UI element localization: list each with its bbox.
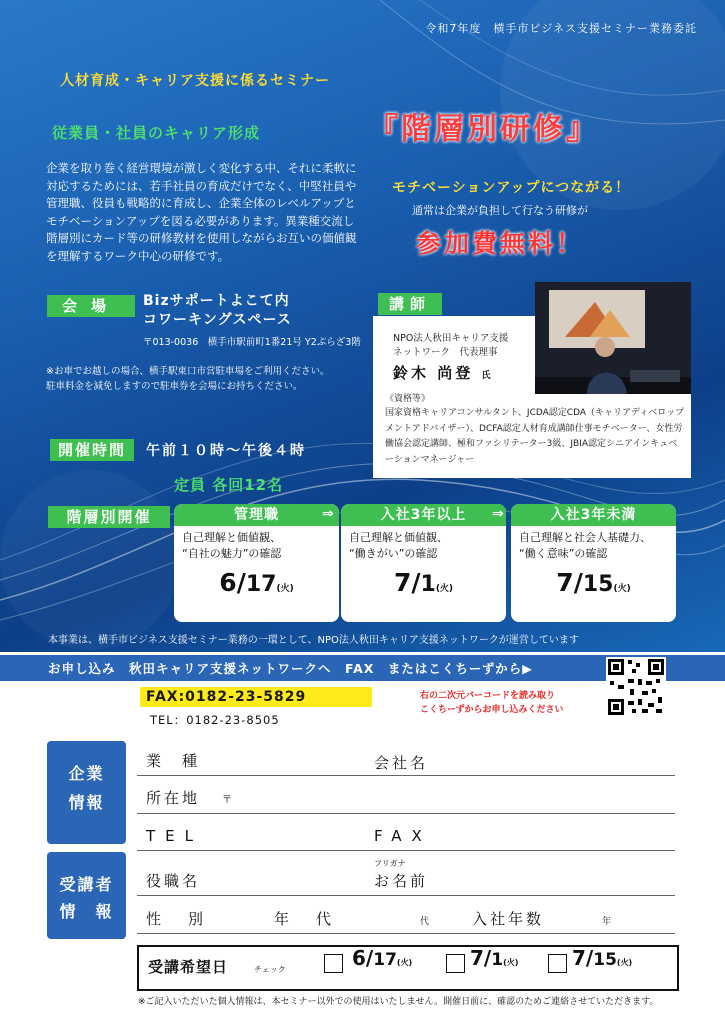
session-day: 1	[420, 572, 436, 597]
qr-code-icon[interactable]	[606, 657, 666, 717]
form-date-1	[352, 946, 412, 970]
instructor-org	[393, 332, 508, 360]
years-label: 入社年数	[472, 910, 545, 928]
session-desc-line1: 自己理解と社会人基礎力、	[519, 531, 651, 544]
age-suffix: 代	[420, 917, 430, 927]
address-label: 所在地	[146, 789, 201, 807]
form-weekday: (火)	[503, 958, 519, 967]
form-weekday: (火)	[616, 958, 633, 967]
venue-tag: 会場	[47, 295, 135, 317]
instructor-honorific: 氏	[481, 371, 491, 381]
trainee-info-tab	[47, 852, 126, 939]
instructor-org-line1: NPO法人秋田キャリア支援	[393, 333, 509, 344]
instructor-tag: 講師	[378, 293, 442, 315]
fax-label: FAX	[374, 827, 432, 845]
form-day: 15	[593, 950, 617, 970]
free-text: 参加費無料！	[416, 229, 585, 258]
session-card-under3	[511, 504, 676, 622]
trainee-tab-line2: 情 報	[59, 902, 114, 921]
company-info-tab	[47, 741, 126, 844]
session-weekday: (火)	[435, 584, 454, 594]
session-month: 7	[393, 568, 412, 597]
session-card-manager	[174, 504, 339, 622]
venue-name	[143, 292, 292, 330]
session-date	[174, 568, 339, 597]
company-name-field[interactable]	[240, 775, 670, 795]
position-label: 役職名	[146, 872, 201, 890]
furigana-label: フリガナ	[374, 859, 406, 868]
session-date	[511, 568, 676, 597]
name-label: お名前	[374, 872, 429, 890]
form-month: 6	[352, 946, 366, 970]
time-tag: 開催時間	[50, 439, 134, 461]
page-title: 『階層別研修』	[368, 112, 599, 147]
form-day: 1	[491, 950, 504, 970]
session-desc	[519, 530, 674, 562]
privacy-note: ※ご記入いただいた個人情報は、本セミナー以外での使用はいたしません。開催日前に、確認のためご連絡させていただきます。	[138, 997, 659, 1007]
venue-name-line1: Bizサポートよこて内	[143, 293, 290, 309]
seminar-lead: 従業員・社員のキャリア形成	[52, 124, 261, 142]
checkbox-date-3[interactable]	[548, 954, 567, 973]
usual-text: 通常は企業が負担して行なう研修が	[412, 204, 588, 217]
form-weekday: (火)	[396, 958, 413, 967]
date-slash: /	[585, 946, 594, 970]
session-date	[341, 568, 506, 597]
date-slash: /	[365, 946, 374, 970]
tel-number: TEL：0182-23-8505	[150, 713, 280, 727]
gender-label: 性 別	[146, 910, 210, 928]
venue-address: 〒013-0036 横手市駅前町1番21号 Y2ぷらざ3階	[143, 337, 361, 348]
trainee-tab-line1: 受講者	[59, 875, 114, 894]
checkbox-date-1[interactable]	[324, 954, 343, 973]
intro-text: 企業を取り巻く経営環境が激しく変化する中、それに柔軟に対応するためには、若手社員の育成だけでなく、中堅社員や管理職、役員も戦略的に育成し、企業全体のレベルアップとモチベーションアップを図る必要があります。異業種交流し階層別にカード等の研修教材を使用しながらお互いの価値観を理解するワーク中心の研修です。	[46, 161, 357, 263]
time-text: 午前１０時～午後４時	[146, 443, 306, 459]
motivation-text: モチベーションアップにつながる！	[392, 180, 631, 196]
session-desc-line2: “働きがい”の確認	[349, 547, 438, 560]
form-month: 7	[572, 946, 586, 970]
qr-note-line1: 右の二次元バーコードを読み取り	[420, 691, 556, 701]
instructor-name	[393, 362, 490, 383]
age-label: 年 代	[274, 910, 338, 928]
arrow-icon: ⇒	[322, 506, 334, 522]
form-line	[137, 895, 675, 896]
seminar-subtitle: 人材育成・キャリア支援に係るセミナー	[60, 73, 330, 89]
industry-label: 業 種	[146, 752, 201, 770]
parking-line2: 駐車料金を減免しますので駐車券を会場にお持ちください。	[46, 381, 303, 392]
tel-label: TEL	[146, 827, 203, 845]
check-label: チェック	[254, 965, 286, 974]
session-level: 入社3年以上	[341, 504, 506, 526]
session-desc	[349, 530, 504, 562]
parking-note	[46, 364, 376, 394]
venue-name-line2: コワーキングスペース	[143, 312, 292, 328]
form-month: 7	[470, 946, 484, 970]
date-slash: /	[573, 568, 583, 597]
instructor-photo	[535, 282, 691, 394]
session-level: 入社3年未満	[511, 504, 676, 526]
session-desc-line2: “自社の魅力”の確認	[182, 547, 282, 560]
postal-mark: 〒	[222, 795, 232, 806]
preferred-date-label: 受講希望日	[148, 958, 229, 976]
date-slash: /	[483, 946, 492, 970]
form-date-2	[470, 946, 518, 970]
session-desc	[182, 530, 337, 562]
company-tab-line2: 情報	[68, 793, 105, 812]
qr-note	[420, 689, 564, 717]
form-day: 17	[373, 950, 397, 970]
session-month: 7	[556, 568, 574, 597]
session-card-3plus	[341, 504, 506, 622]
qr-note-line2: こくちーずからお申し込みください	[420, 705, 564, 715]
form-line	[137, 850, 675, 851]
qr-code-graphic	[606, 657, 666, 717]
date-slash: /	[411, 568, 421, 597]
arrow-icon: ⇒	[492, 506, 504, 522]
session-month: 6	[219, 568, 237, 597]
form-line	[137, 933, 675, 934]
form-date-3	[572, 946, 632, 970]
session-weekday: (火)	[613, 584, 631, 594]
session-weekday: (火)	[276, 584, 294, 594]
instructor-name-text: 鈴木 尚登	[393, 364, 474, 382]
qualifications-text: 国家資格キャリアコンサルタント、JCDA認定CDA（キャリアディベロップメントアドバイザー）、DCFA認定人材育成講師仕事モチベーター、女性労働協会認定講師、極和ファシリテーター3級、JBIA認定シニアインキュベーションマネージャー	[385, 408, 685, 465]
years-suffix: 年	[602, 917, 612, 927]
company-tab-line1: 企業	[68, 764, 105, 783]
checkbox-date-2[interactable]	[446, 954, 465, 973]
operator-notice: 本事業は、横手市ビジネス支援セミナー業務の一環として、NPO法人秋田キャリア支援ネットワークが運営しています	[48, 635, 579, 646]
session-day: 15	[582, 572, 614, 597]
session-desc-line2: “働く意味”の確認	[519, 547, 608, 560]
capacity-text: 定員 各回12名	[174, 476, 284, 494]
instructor-org-line2: ネットワーク 代表理事	[393, 347, 498, 358]
photo-illustration	[535, 282, 691, 394]
session-desc-line1: 自己理解と価値観、	[349, 531, 448, 544]
organizer-label: 令和7年度 横手市ビジネス支援セミナー業務委託	[425, 22, 697, 35]
form-line	[137, 813, 675, 814]
parking-line1: ※お車でお越しの場合、横手駅東口市営駐車場をご利用ください。	[46, 366, 330, 377]
session-day: 17	[245, 572, 277, 597]
qualifications-heading: 《資格等》	[385, 394, 431, 404]
apply-text: お申し込み 秋田キャリア支援ネットワークへ FAX またはこくちーずから▶	[48, 661, 533, 676]
layer-tag: 階層別開催	[48, 506, 170, 528]
company-name-label: 会社名	[374, 754, 429, 772]
fax-number: FAX:0182-23-5829	[140, 687, 372, 707]
session-level: 管理職	[174, 504, 339, 526]
date-slash: /	[236, 568, 246, 597]
session-desc-line1: 自己理解と価値観、	[182, 531, 281, 544]
